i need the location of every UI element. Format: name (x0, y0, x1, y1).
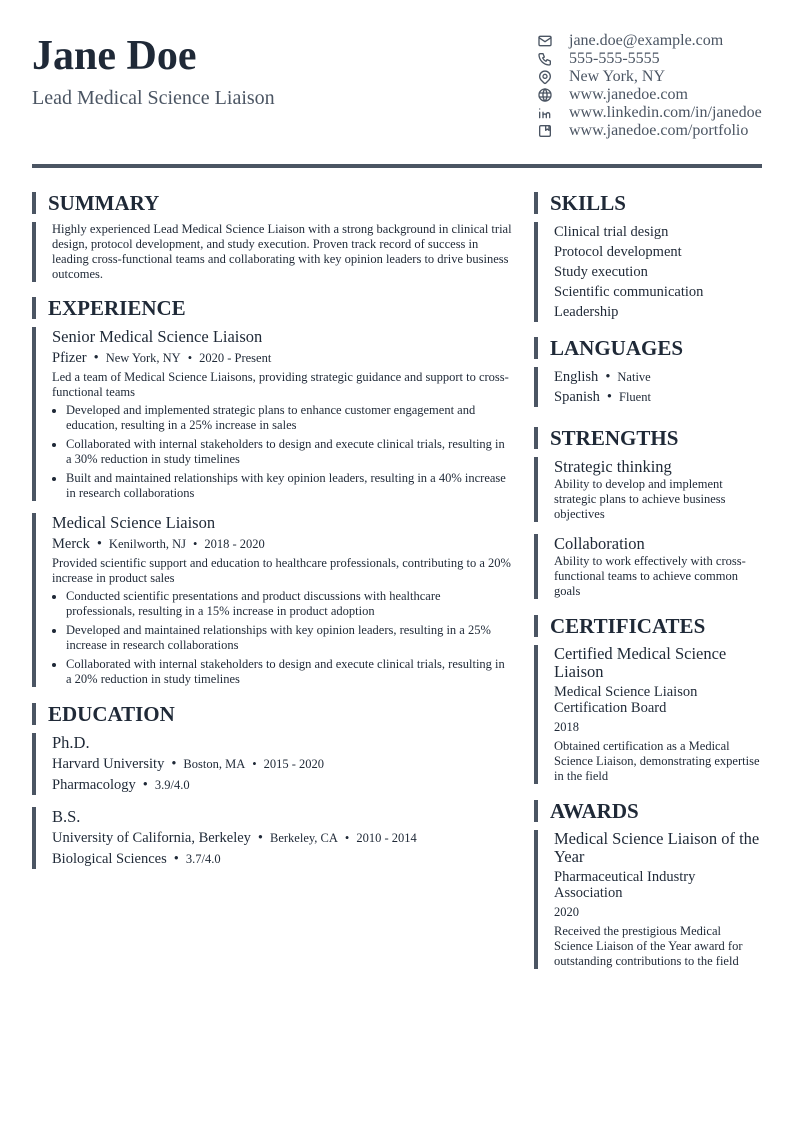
globe-icon (536, 86, 554, 104)
skill-item: Leadership (554, 304, 619, 320)
contact-list (536, 32, 762, 140)
education-field-row (52, 849, 512, 869)
education-degree: B.S. (52, 807, 81, 826)
resume-header (32, 0, 762, 168)
job-location: New York, NY (105, 351, 181, 365)
job-meta (52, 534, 512, 554)
certificate-description: Obtained certification as a Medical Science Liaison, demonstrating expertise in the field (554, 739, 760, 783)
awards-heading: AWARDS (534, 800, 762, 822)
separator-dot: • (252, 757, 257, 771)
education-dates: 2010 - 2014 (356, 831, 417, 845)
job-description: Led a team of Medical Science Liaisons, providing strategic guidance and support to cross-functional teams (52, 370, 509, 399)
language-name: Spanish (554, 389, 600, 405)
mail-icon (536, 32, 554, 50)
education-field-row (52, 775, 512, 795)
strength-title: Collaboration (554, 534, 645, 553)
languages-list (534, 367, 762, 407)
separator-dot: • (93, 350, 99, 366)
contact-phone-text: 555-555-5555 (569, 50, 660, 67)
separator-dot: • (171, 756, 177, 772)
job-bullet: • Collaborated with internal stakeholders to design and execute clinical trials, resulting in a 20% reduction in study timelines (66, 657, 512, 687)
job-bullet: • Built and maintained relationships with key opinion leaders, resulting in a 40% increase in research collaborations (66, 471, 512, 501)
separator-dot: • (173, 851, 179, 867)
education-entry (32, 807, 512, 869)
contact-email[interactable] (536, 32, 762, 50)
contact-email-text: jane.doe@example.com (569, 32, 724, 49)
contact-website-text: www.janedoe.com (569, 86, 688, 103)
education-gpa: 3.9/4.0 (154, 778, 190, 792)
side-column (534, 192, 762, 969)
linkedin-icon (536, 104, 554, 122)
certificates-heading: CERTIFICATES (534, 615, 762, 637)
award-entry (534, 830, 762, 969)
summary-text: Highly experienced Lead Medical Science Liaison with a strong background in clinical trial design, protocol development, and study execution. Proven track record of success in leading cross-functional teams and collaborating with key opinion leaders to drive business outcomes. (32, 222, 512, 282)
certificate-entry (534, 645, 762, 784)
job-bullet: • Developed and maintained relationships with key opinion leaders, resulting in a 25% increase in research collaborations (66, 623, 512, 653)
contact-phone[interactable] (536, 50, 762, 68)
job-bullet: • Developed and implemented strategic plans to enhance customer engagement and education, resulting in a 25% increase in sales (66, 403, 512, 433)
education-school: University of California, Berkeley (52, 830, 251, 846)
award-issuer: Pharmaceutical Industry Association (554, 869, 696, 901)
contact-website[interactable] (536, 86, 762, 104)
education-meta (52, 828, 512, 848)
candidate-title: Lead Medical Science Liaison (32, 87, 275, 109)
certificate-year: 2018 (554, 720, 579, 734)
strength-title: Strategic thinking (554, 457, 672, 476)
education-gpa: 3.7/4.0 (185, 852, 221, 866)
experience-heading: EXPERIENCE (32, 297, 512, 319)
portfolio-icon (536, 122, 554, 140)
resume-page (32, 0, 762, 968)
job-title: Medical Science Liaison (52, 513, 216, 532)
language-item (554, 387, 762, 407)
strength-entry (534, 534, 762, 599)
skill-item: Scientific communication (554, 284, 704, 300)
location-icon (536, 68, 554, 86)
phone-icon (536, 50, 554, 68)
separator-dot: • (257, 830, 263, 846)
education-heading: EDUCATION (32, 703, 512, 725)
header-divider (32, 164, 762, 168)
skill-item: Clinical trial design (554, 224, 669, 240)
education-school: Harvard University (52, 756, 165, 772)
strength-description: Ability to work effectively with cross-functional teams to achieve common goals (554, 554, 746, 598)
skill-item: Protocol development (554, 244, 682, 260)
language-level: Fluent (619, 390, 651, 404)
education-entry (32, 733, 512, 795)
certificate-issuer: Medical Science Liaison Certification Board (554, 684, 698, 716)
candidate-name: Jane Doe (32, 33, 197, 79)
job-entry (32, 513, 512, 687)
language-level: Native (617, 370, 651, 384)
summary-heading: SUMMARY (32, 192, 512, 214)
job-bullet: • Collaborated with internal stakeholders to design and execute clinical trials, resulting in a 30% reduction in study timelines (66, 437, 512, 467)
skills-list (534, 222, 762, 322)
separator-dot: • (605, 369, 611, 385)
contact-linkedin-text: www.linkedin.com/in/janedoe (569, 104, 762, 121)
contact-linkedin[interactable] (536, 104, 762, 122)
job-company: Merck (52, 536, 90, 552)
job-entry (32, 327, 512, 501)
strength-description: Ability to develop and implement strategic plans to achieve business objectives (554, 477, 726, 521)
strength-entry (534, 457, 762, 522)
language-item (554, 367, 762, 387)
education-dates: 2015 - 2020 (263, 757, 325, 771)
contact-location-text: New York, NY (569, 68, 666, 85)
languages-heading: LANGUAGES (534, 337, 762, 359)
job-company: Pfizer (52, 350, 87, 366)
job-meta (52, 348, 512, 368)
skills-heading: SKILLS (534, 192, 762, 214)
separator-dot: • (142, 777, 148, 793)
job-description: Provided scientific support and education to healthcare professionals, contributing to a 20% increase in product sales (52, 556, 511, 585)
contact-portfolio[interactable] (536, 122, 762, 140)
education-location: Berkeley, CA (270, 831, 338, 845)
job-bullet: • Conducted scientific presentations and product discussions with healthcare professionals, resulting in a 15% increase in product adoption (66, 589, 512, 619)
job-title: Senior Medical Science Liaison (52, 327, 263, 346)
job-location: Kenilworth, NJ (108, 537, 186, 551)
award-year: 2020 (554, 905, 579, 919)
job-dates: 2020 - Present (199, 351, 272, 365)
job-bullets (52, 589, 512, 687)
contact-location (536, 68, 762, 86)
education-location: Boston, MA (183, 757, 246, 771)
award-title: Medical Science Liaison of the Year (554, 829, 760, 866)
skill-item: Study execution (554, 264, 648, 280)
separator-dot: • (96, 536, 102, 552)
job-dates: 2018 - 2020 (204, 537, 265, 551)
separator-dot: • (344, 831, 350, 845)
education-meta (52, 754, 512, 774)
certificate-title: Certified Medical Science Liaison (554, 644, 727, 681)
separator-dot: • (193, 537, 198, 551)
language-name: English (554, 369, 599, 385)
strengths-heading: STRENGTHS (534, 427, 762, 449)
main-column (32, 192, 512, 869)
separator-dot: • (187, 351, 193, 365)
education-degree: Ph.D. (52, 733, 90, 752)
job-bullets (52, 403, 512, 501)
separator-dot: • (606, 389, 612, 405)
education-field: Pharmacology (52, 777, 136, 793)
contact-portfolio-text: www.janedoe.com/portfolio (569, 122, 749, 139)
education-field: Biological Sciences (52, 851, 167, 867)
award-description: Received the prestigious Medical Science Liaison of the Year award for outstanding contributions to the field (554, 924, 743, 968)
